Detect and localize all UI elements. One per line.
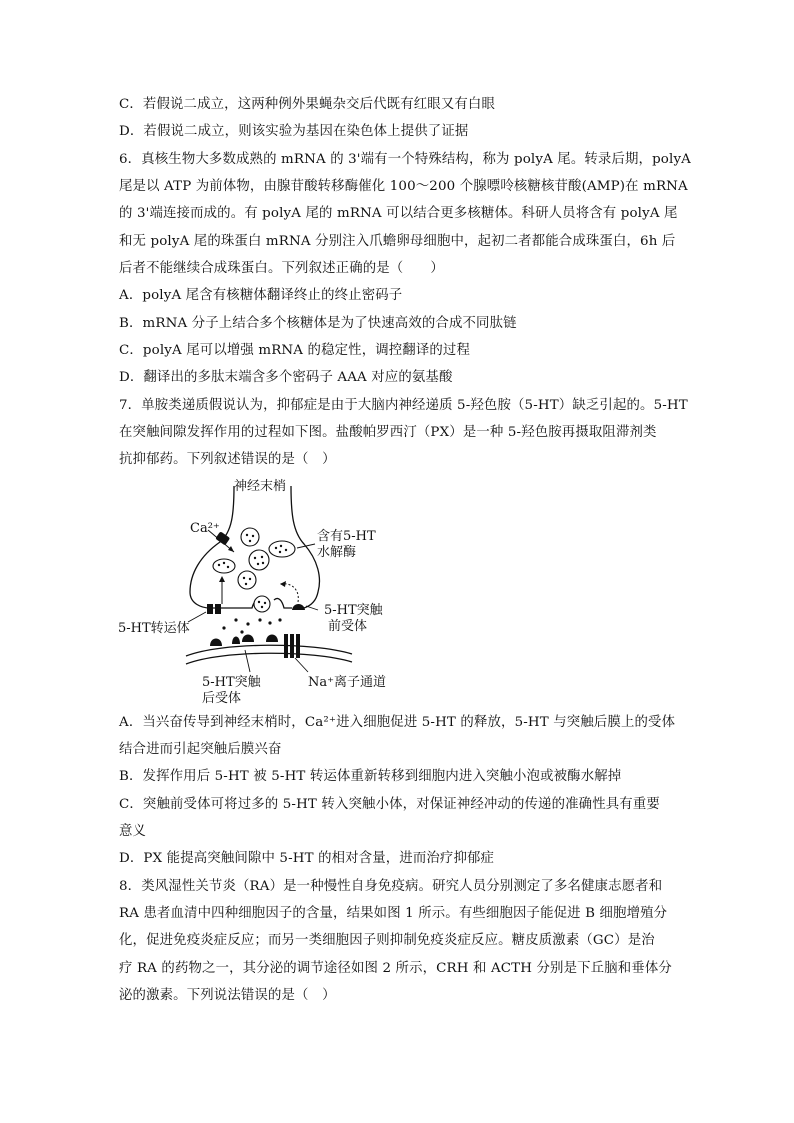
label-enzyme-1: 含有5-HT — [317, 529, 376, 544]
text-line: RA 患者血清中四种细胞因子的含量，结果如图 1 所示。有些细胞因子能促进 B 细胞增殖分 — [119, 906, 668, 921]
text-line: 疗 RA 的药物之一，其分泌的调节途径如图 2 所示，CRH 和 ACTH 分别是下丘脑和垂体分 — [119, 961, 672, 976]
question-7-stem: 7．单胺类递质假说认为，抑郁症是由于大脑内神经递质 5-羟色胺（5-HT）缺乏引起的。5-HT — [119, 398, 688, 413]
text-line: C．若假说二成立，这两种例外果蝇杂交后代既有红眼又有白眼 — [119, 97, 495, 112]
text-line: 抗抑郁药。下列叙述错误的是（ ） — [119, 452, 336, 467]
option-b: B．mRNA 分子上结合多个核糖体是为了快速高效的合成不同肽链 — [119, 316, 517, 331]
text-line: 化，促进免疫炎症反应；而另一类细胞因子则抑制免疫炎症反应。糖皮质激素（GC）是治 — [119, 933, 655, 948]
label-transporter: 5-HT转运体 — [118, 621, 190, 636]
text-line: 意义 — [119, 824, 147, 839]
text-line: 尾是以 ATP 为前体物，由腺苷酸转移酶催化 100～200 个腺嘌呤核糖核苷酸(AMP)在 mRNA — [119, 179, 688, 194]
text-line: 和无 polyA 尾的珠蛋白 mRNA 分别注入爪蟾卵母细胞中，起初二者都能合成珠蛋白，6h 后 — [119, 234, 676, 249]
text-line: D．若假说二成立，则该实验为基因在染色体上提供了证据 — [119, 124, 469, 139]
label-enzyme-2: 水解酶 — [317, 545, 357, 560]
label-ca: Ca²⁺ — [190, 521, 220, 536]
option-a: A．当兴奋传导到神经末梢时，Ca²⁺进入细胞促进 5-HT 的释放，5-HT 与突触后膜上的受体 — [119, 715, 676, 730]
label-post-receptor-2: 后受体 — [202, 691, 242, 706]
option-c: C．polyA 尾可以增强 mRNA 的稳定性，调控翻译的过程 — [119, 343, 471, 358]
text-line: 在突触间隙发挥作用的过程如下图。盐酸帕罗西汀（PX）是一种 5-羟色胺再摄取阻滞剂类 — [119, 425, 657, 440]
label-nerve-ending: 神经末梢 — [234, 479, 287, 494]
text-line: 的 3'端连接而成的。有 polyA 尾的 mRNA 可以结合更多核糖体。科研人员将含有 polyA 尾 — [119, 206, 678, 221]
label-pre-receptor-2: 前受体 — [328, 619, 368, 634]
label-na-channel: Na⁺离子通道 — [308, 675, 386, 690]
text-line: 结合进而引起突触后膜兴奋 — [119, 742, 282, 757]
question-6-stem: 6．真核生物大多数成熟的 mRNA 的 3'端有一个特殊结构，称为 polyA 尾。转录后期，polyA — [119, 152, 691, 167]
label-pre-receptor-1: 5-HT突触 — [324, 603, 383, 618]
option-c: C．突触前受体可将过多的 5-HT 转入突触小体，对保证神经冲动的传递的准确性具有重要 — [119, 797, 660, 812]
label-post-receptor-1: 5-HT突触 — [202, 675, 261, 690]
text-line: 泌的激素。下列说法错误的是（ ） — [119, 988, 336, 1003]
synapse-diagram — [112, 474, 412, 710]
option-d: D．PX 能提高突触间隙中 5-HT 的相对含量，进而治疗抑郁症 — [119, 851, 495, 866]
text-line: 后者不能继续合成珠蛋白。下列叙述正确的是（ ） — [119, 261, 444, 276]
option-d: D．翻译出的多肽末端含多个密码子 AAA 对应的氨基酸 — [119, 370, 453, 385]
option-b: B．发挥作用后 5-HT 被 5-HT 转运体重新转移到细胞内进入突触小泡或被酶水解掉 — [119, 769, 622, 784]
question-8-stem: 8．类风湿性关节炎（RA）是一种慢性自身免疫病。研究人员分别测定了多名健康志愿者和 — [119, 879, 663, 894]
option-a: A．polyA 尾含有核糖体翻译终止的终止密码子 — [119, 288, 403, 303]
